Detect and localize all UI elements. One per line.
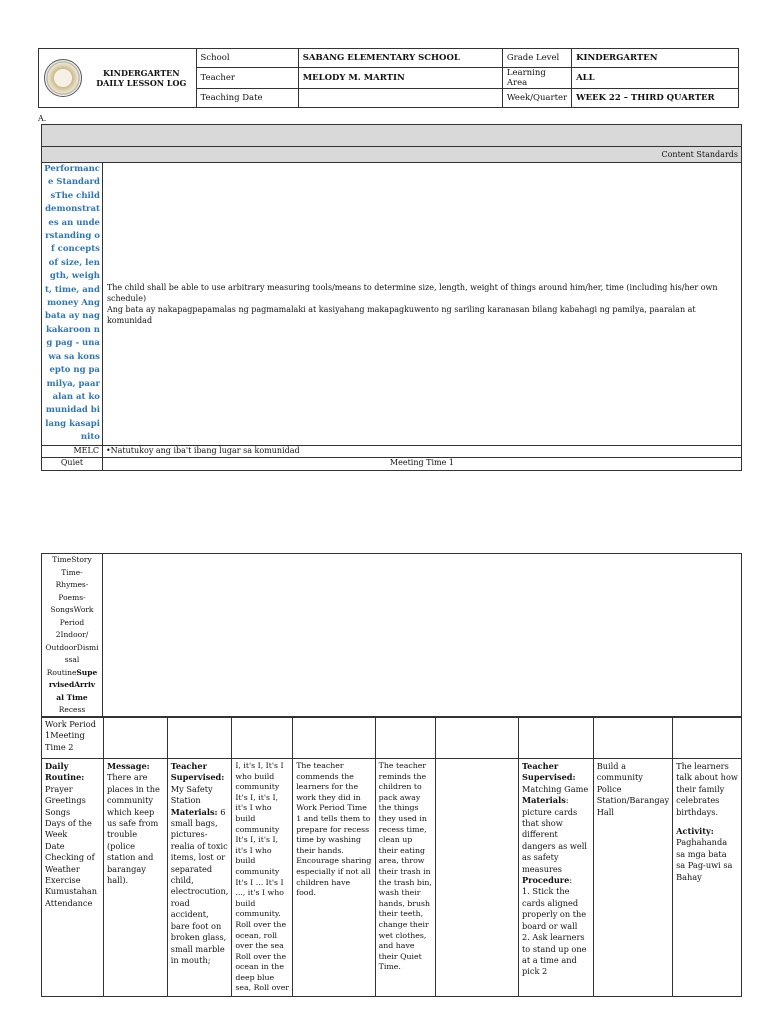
quiet-label: Quiet xyxy=(42,457,103,470)
daily-routine-cell: Daily Routine: Prayer Greetings Songs Days of the Week Date Checking of Weather Exercise Kumustahan Attendance xyxy=(42,759,104,997)
wp-cell-8 xyxy=(519,717,594,759)
build-community-cell: Build a community Police Station/Barangay Hall xyxy=(593,759,672,997)
family-birthdays-cell: The learners talk about how their family celebrates birthdays. Activity: Paghahanda sa mga bata sa Pag-uwi sa Bahay xyxy=(673,759,742,997)
doc-title-line2: DAILY LESSON LOG xyxy=(96,78,187,88)
schedule-table xyxy=(41,553,742,718)
wp-cell-2 xyxy=(103,717,167,759)
section-a-table xyxy=(41,124,742,471)
empty-cell xyxy=(436,759,519,997)
grade-value: KINDERGARTEN xyxy=(572,49,739,68)
wp-cell-7 xyxy=(436,717,519,759)
area-label: Learning Area xyxy=(502,68,571,89)
content-standards-header: Content Standards xyxy=(42,147,742,163)
wp-cell-10 xyxy=(673,717,742,759)
wp-cell-6 xyxy=(375,717,436,759)
teacher-value: MELODY M. MARTIN xyxy=(298,68,502,89)
melc-value: •Natutukoy ang iba't ibang lugar sa komunidad xyxy=(102,445,741,457)
area-value: ALL xyxy=(572,68,739,89)
section-a-label: A. xyxy=(38,114,47,123)
header-logo-title-cell xyxy=(39,49,197,108)
section-a-gray-bar xyxy=(42,125,742,147)
date-label: Teaching Date xyxy=(196,89,298,108)
grade-label: Grade Level xyxy=(502,49,571,68)
wp-cell-3 xyxy=(167,717,232,759)
quiet-time-cell: The teacher reminds the children to pack away the things they used in recess time, clean up their eating area, throw their trash in the trash bin, wash their hands, brush their teeth, change their wet clothes, and have their Quiet Time. xyxy=(375,759,436,997)
song-cell: I, it's I, It's I who build community It's I, it's I, it's I who build community It's I, it's I, it's I who build community It's I ... It's I ..., it's I who build community. Roll over the ocean, roll over the sea Roll over the ocean in the deep blue sea, Roll over xyxy=(232,759,293,997)
message-cell: Message: There are places in the community which keep us safe from trouble (police station and barangay hall). xyxy=(103,759,167,997)
date-value xyxy=(298,89,502,108)
work-period-label: Work Period 1Meeting Time 2 xyxy=(42,717,104,759)
school-value: SABANG ELEMENTARY SCHOOL xyxy=(298,49,502,68)
schedule-content-cell xyxy=(102,554,741,718)
quiet-value: Meeting Time 1 xyxy=(102,457,741,470)
wp-cell-5 xyxy=(293,717,375,759)
school-label: School xyxy=(196,49,298,68)
deped-seal-icon xyxy=(44,59,82,97)
matching-game-cell: Teacher Supervised: Matching Game Materials: picture cards that show different dangers as well as safety measures Procedure: 1. Stick the cards aligned properly on the board or wall 2. Ask learners to stand up one at a time and pick 2 xyxy=(519,759,594,997)
melc-label: MELC xyxy=(42,445,103,457)
wp-cell-4 xyxy=(232,717,293,759)
teacher-supervised-cell: Teacher Supervised: My Safety Station Materials: 6 small bags, pictures-realia of toxic items, lost or separated child, electrocution, road accident, bare foot on broken glass, small marble in mouth; xyxy=(167,759,232,997)
doc-title-line1: KINDERGARTEN xyxy=(102,68,180,78)
performance-standards-label: Performance StandardsThe child demonstrates an understanding of concepts of size, length, weight, time, and money Ang bata ay nagkakaroon ng pag - unawa sa konsepto ng pamilya, paaralan at komunidad bilang kasapi nito xyxy=(42,163,103,446)
week-value: WEEK 22 – THIRD QUARTER xyxy=(572,89,739,108)
teacher-label: Teacher xyxy=(196,68,298,89)
activity-table xyxy=(41,716,742,997)
wp-cell-9 xyxy=(593,717,672,759)
schedule-label-cell: TimeStory Time- Rhymes- Poems- SongsWork Period 2Indoor/ OutdoorDismi ssal RoutineSupe rvisedArriv al Time Recess xyxy=(42,554,103,718)
week-label: Week/Quarter xyxy=(502,89,571,108)
recess-prep-cell: The teacher commends the learners for the work they did in Work Period Time 1 and tells them to prepare for recess time by washing their hands. Encourage sharing especially if not all children have food. xyxy=(293,759,375,997)
performance-standards-text: The child shall be able to use arbitrary measuring tools/means to determine size, length, weight of things around him/her, time (including his/her own schedule) Ang bata ay nakapagpapamalas ng pagmamalaki at kasiyahang makapagkuwento ng sariling karanasan bilang kabahagi ng pamilya, paaralan at komunidad xyxy=(102,163,741,446)
header-table xyxy=(38,48,739,108)
